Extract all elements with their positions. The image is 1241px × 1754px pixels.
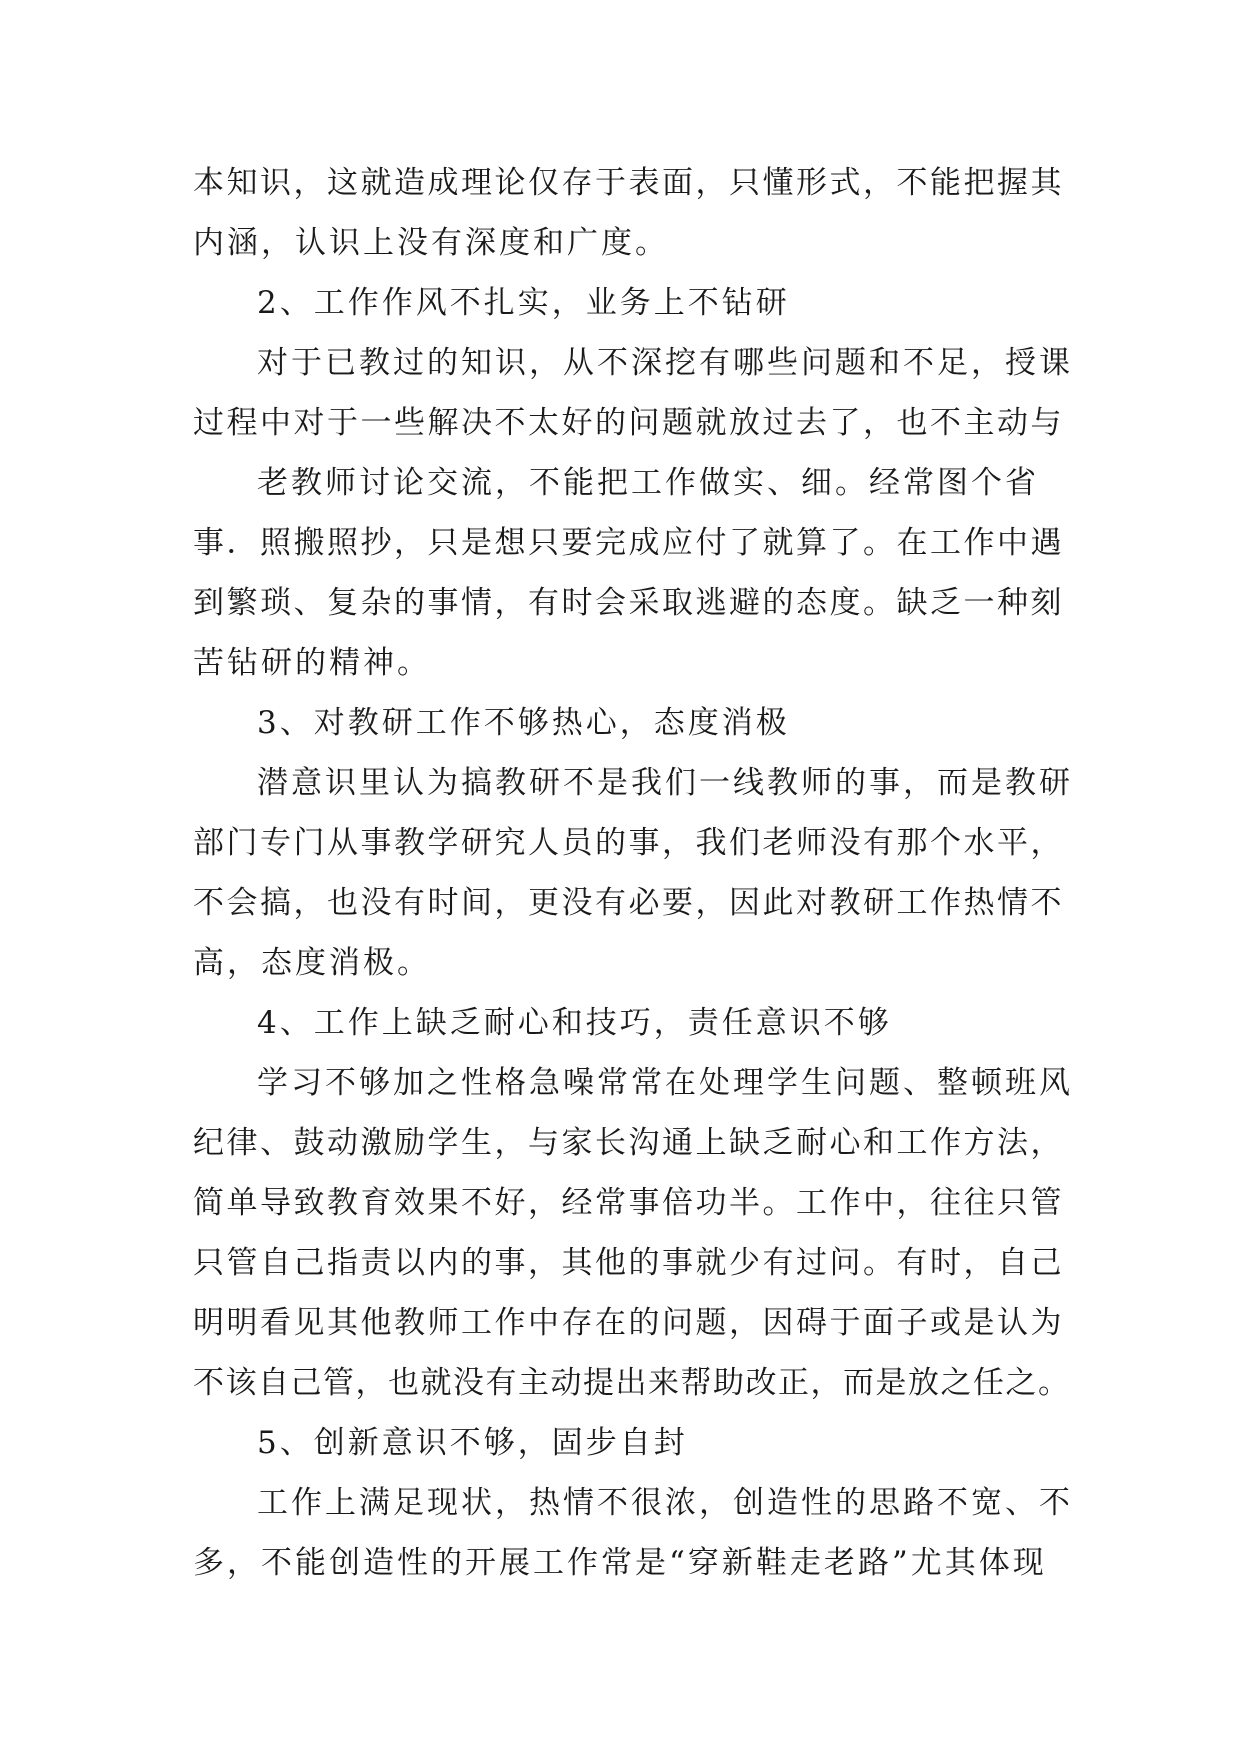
- body-text-line: 明明看见其他教师工作中存在的问题，因碍于面子或是认为: [193, 1305, 1064, 1341]
- body-text-line: 过程中对于一些解决不太好的问题就放过去了，也不主动与: [193, 405, 1064, 441]
- section-heading-2: 2、工作作风不扎实，业务上不钻研: [257, 285, 790, 321]
- body-text-line: 到繁琐、复杂的事情，有时会采取逃避的态度。缺乏一种刻: [193, 585, 1064, 621]
- section-heading-3: 3、对教研工作不够热心，态度消极: [257, 705, 790, 741]
- body-text-line: 学习不够加之性格急噪常常在处理学生问题、整顿班风: [257, 1065, 1073, 1101]
- body-text-line: 潜意识里认为搞教研不是我们一线教师的事，而是教研: [257, 765, 1073, 801]
- body-text-line: 内涵，认识上没有深度和广度。: [193, 225, 669, 261]
- body-text-line: 苦钻研的精神。: [193, 645, 431, 681]
- body-text-line: 高，态度消极。: [193, 945, 431, 981]
- body-text-line: 事．照搬照抄，只是想只要完成应付了就算了。在工作中遇: [193, 525, 1064, 561]
- section-heading-4: 4、工作上缺乏耐心和技巧，责任意识不够: [257, 1005, 892, 1041]
- body-text-line: 不该自己管，也就没有主动提出来帮助改正，而是放之任之。: [193, 1365, 1071, 1401]
- body-text-line: 对于已教过的知识，从不深挖有哪些问题和不足，授课: [257, 345, 1073, 381]
- section-heading-5: 5、创新意识不够，固步自封: [257, 1425, 688, 1461]
- body-text-line: 只管自己指责以内的事，其他的事就少有过问。有时，自己: [193, 1245, 1064, 1281]
- body-text-line: 部门专门从事教学研究人员的事，我们老师没有那个水平，: [193, 825, 1064, 861]
- body-text-line: 老教师讨论交流，不能把工作做实、细。经常图个省: [257, 465, 1039, 501]
- body-text-line: 本知识，这就造成理论仅存于表面，只懂形式，不能把握其: [193, 165, 1064, 201]
- body-text-line: 简单导致教育效果不好，经常事倍功半。工作中，往往只管: [193, 1185, 1064, 1221]
- body-text-line: 不会搞，也没有时间，更没有必要，因此对教研工作热情不: [193, 885, 1064, 921]
- body-text-line: 纪律、鼓动激励学生，与家长沟通上缺乏耐心和工作方法，: [193, 1125, 1064, 1161]
- body-text-line: 工作上满足现状，热情不很浓，创造性的思路不宽、不: [257, 1485, 1073, 1521]
- body-text-line: 多，不能创造性的开展工作常是“穿新鞋走老路”尤其体现: [193, 1545, 1047, 1581]
